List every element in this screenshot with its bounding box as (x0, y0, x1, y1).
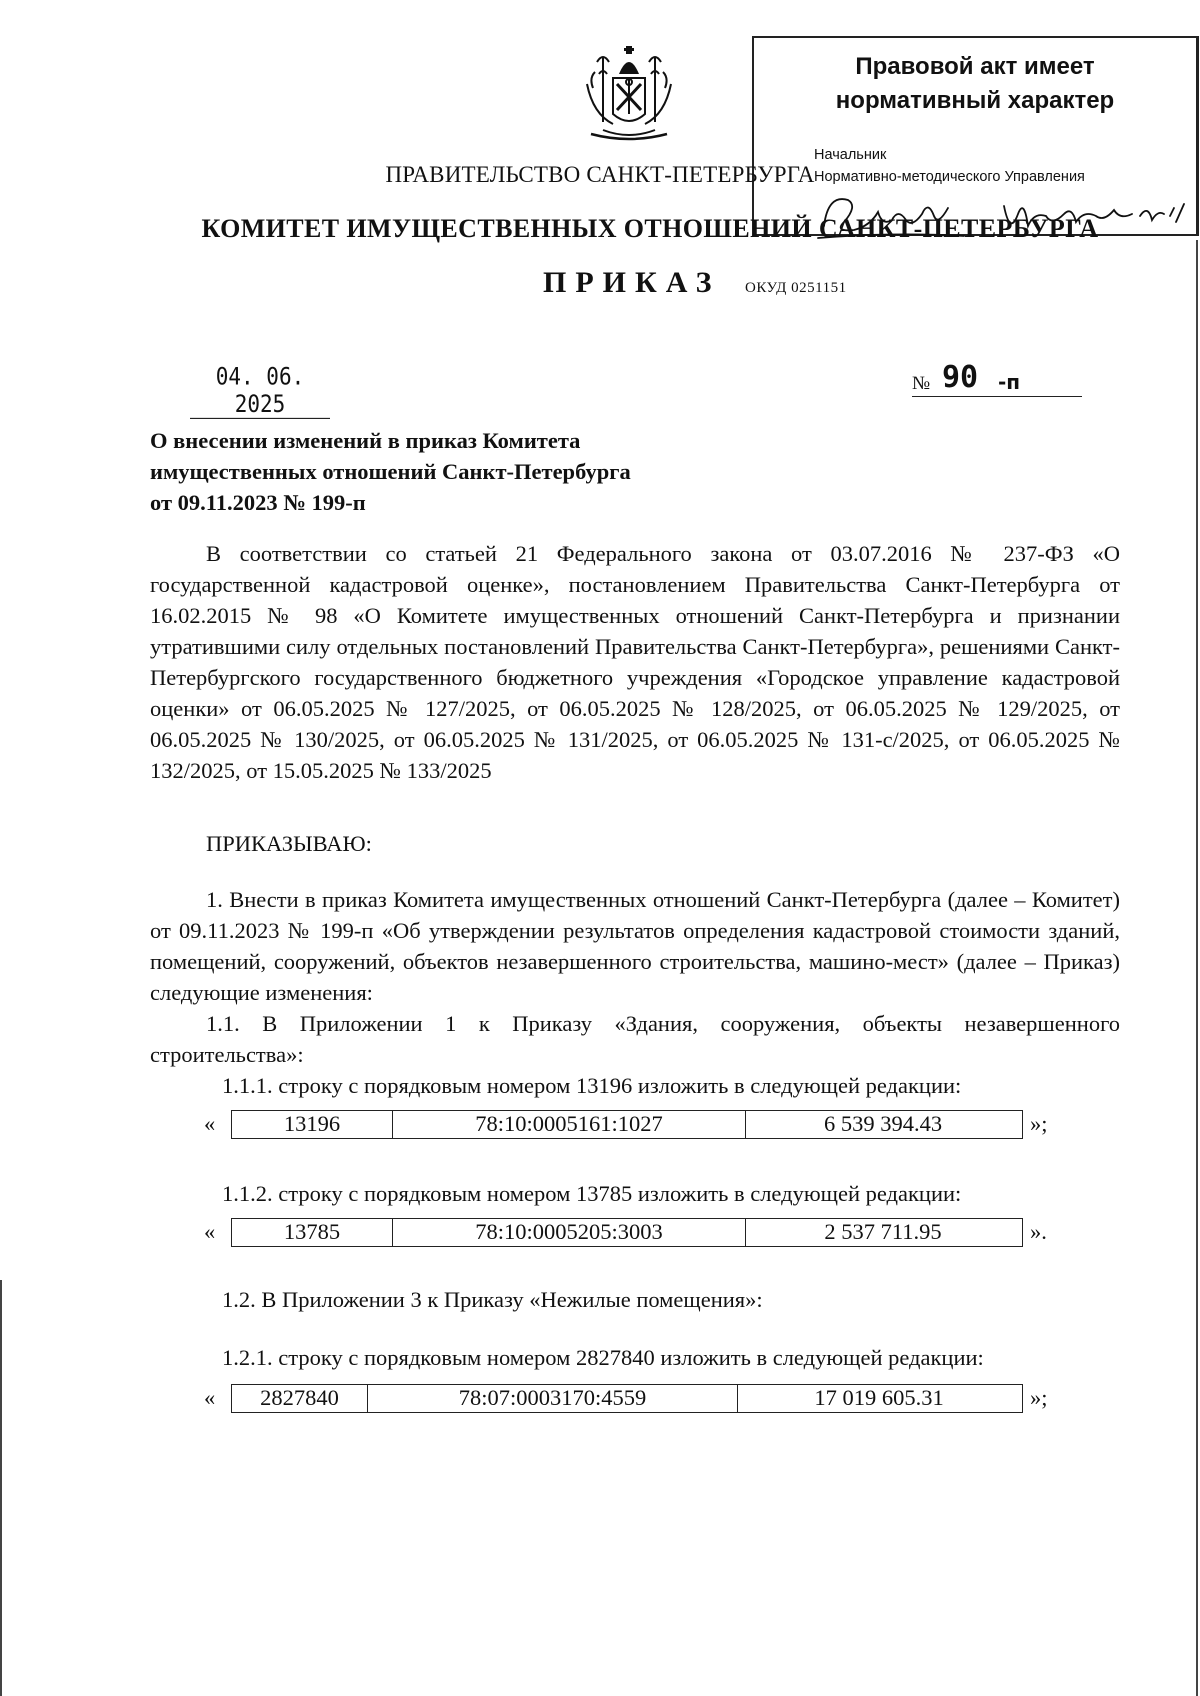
row-cells (231, 1218, 1023, 1247)
subject-line1: О внесении изменений в приказ Комитета (150, 428, 581, 453)
signature-name: Гусева Е.К. (1064, 245, 1074, 247)
cell-value: 2 537 711.95 (824, 1219, 942, 1244)
subject-line3: от 09.11.2023 № 199-п (150, 490, 366, 515)
coat-of-arms-emblem (573, 44, 685, 144)
cell-cadastral: 78:07:0003170:4559 (368, 1385, 738, 1412)
replacement-row-13196 (200, 1110, 1070, 1138)
document-type: ПРИКАЗ (543, 266, 721, 299)
item-1: 1. Внести в приказ Комитета имущественных отношений Санкт-Петербурга (далее – Комитет) от 09.11.2023 № 199-п «Об утверждении результатов определения кадастровой стоимости зданий, помещений, сооружений, объектов незавершенного строительства, машино-мест» (далее – Приказ) следующие изменения: (150, 887, 1120, 1005)
close-quote: »; (1030, 1385, 1048, 1410)
row-cells (231, 1384, 1023, 1413)
subject-line2: имущественных отношений Санкт-Петербурга (150, 459, 631, 484)
item-1-2: 1.2. В Приложении 3 к Приказу «Нежилые помещения»: (222, 1287, 763, 1312)
replacement-row-13785 (200, 1218, 1070, 1246)
open-quote: « (204, 1385, 216, 1410)
cell-cadastral: 78:10:0005205:3003 (393, 1219, 746, 1246)
government-name: ПРАВИТЕЛЬСТВО САНКТ-ПЕТЕРБУРГА (385, 162, 815, 187)
order-subject (150, 425, 750, 518)
scan-edge-left (0, 1280, 2, 1696)
close-quote: »; (1030, 1111, 1048, 1136)
cell-value: 17 019 605.31 (814, 1385, 944, 1410)
scan-edge-right (1196, 240, 1198, 1696)
stamp-heading-line2: нормативный характер (835, 87, 1115, 114)
item-1-1-1: 1.1.1. строку с порядковым номером 13196 изложить в следующей редакции: (222, 1073, 962, 1098)
item-1-2-1: 1.2.1. строку с порядковым номером 2827840 изложить в следующей редакции: (222, 1345, 984, 1370)
order-word: ПРИКАЗЫВАЮ: (206, 831, 372, 856)
stamp-role-line1: Начальник (814, 147, 887, 163)
normative-act-stamp (752, 36, 1199, 247)
number-value: 90 (942, 360, 979, 395)
cell-number: 2827840 (232, 1385, 368, 1412)
row-cells (231, 1110, 1023, 1139)
committee-name: КОМИТЕТ ИМУЩЕСТВЕННЫХ ОТНОШЕНИЙ САНКТ-ПЕТЕРБУРГА (201, 214, 1099, 243)
close-quote: ». (1030, 1219, 1047, 1244)
stamp-role-line2: Нормативно-методического Управления (814, 169, 1085, 185)
replacement-row-2827840 (200, 1384, 1070, 1412)
cell-number: 13196 (232, 1111, 393, 1138)
stamp-heading-line1: Правовой акт имеет (855, 53, 1095, 80)
item-1-1: 1.1. В Приложении 1 к Приказу «Здания, сооружения, объекты незавершенного строительства»: (150, 1011, 1120, 1067)
open-quote: « (204, 1111, 216, 1136)
number-sign: № (912, 373, 931, 394)
stamp-heading (754, 50, 1196, 118)
preamble-paragraph: В соответствии со статьей 21 Федерального закона от 03.07.2016 № 237-ФЗ «О государственной кадастровой оценке», постановлением Правительства Санкт-Петербурга от 16.02.2015 № 98 «О Комитете имущественных отношений Санкт-Петербурга и признании утратившими силу отдельных постановлений Правительства Санкт-Петербурга», решениями Санкт-Петербургского государственного бюджетного учреждения «Городское управление кадастровой оценки» от 06.05.2025 № 127/2025, от 06.05.2025 № 128/2025, от 06.05.2025 № 129/2025, от 06.05.2025 № 130/2025, от 06.05.2025 № 131/2025, от 06.05.2025 № 131-с/2025, от 06.05.2025 № 132/2025, от 15.05.2025 № 133/2025 (150, 541, 1120, 783)
okud-code: ОКУД 0251151 (745, 280, 847, 296)
cell-value: 6 539 394.43 (823, 1111, 943, 1136)
order-date: 04. 06. 2025 (190, 363, 330, 419)
item-1-1-2: 1.1.2. строку с порядковым номером 13785 изложить в следующей редакции: (222, 1181, 962, 1206)
cell-number: 13785 (232, 1219, 393, 1246)
number-suffix: -п (998, 370, 1021, 394)
open-quote: « (204, 1219, 216, 1244)
order-number (912, 360, 1082, 397)
cell-cadastral: 78:10:0005161:1027 (393, 1111, 746, 1138)
